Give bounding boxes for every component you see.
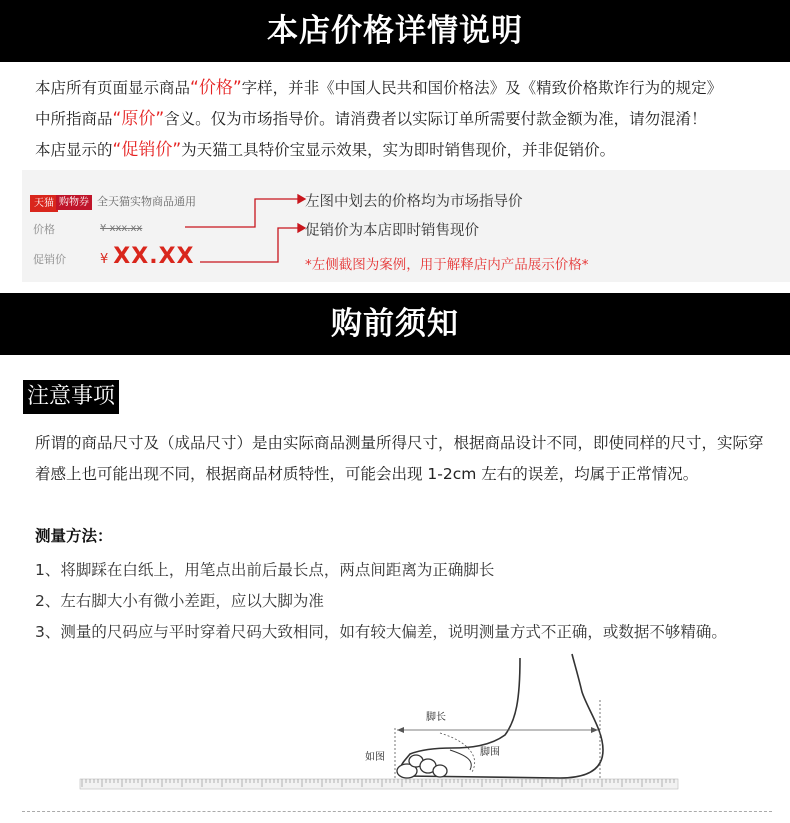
bottom-divider bbox=[22, 811, 772, 812]
foot-measure-diagram bbox=[0, 640, 790, 810]
coupon-badge: 购物券 bbox=[56, 195, 92, 210]
ruler bbox=[80, 779, 678, 789]
intro-text: 中所指商品 bbox=[35, 110, 113, 128]
intro-text: 字样，并非《中国人民共和国价格法》及《精致价格欺诈行为的规定》 bbox=[241, 79, 723, 97]
method-step: 2、左右脚大小有微小差距，应以大脚为准 bbox=[35, 592, 324, 610]
intro-text: 本店显示的 bbox=[35, 141, 113, 159]
note-promo-price: 促销价为本店即时销售现价 bbox=[305, 223, 479, 239]
intro-text: 为天猫工具特价宝显示效果，实为即时销售现价，并非促销价。 bbox=[181, 141, 616, 159]
coupon-text: 全天猫实物商品通用 bbox=[97, 195, 196, 208]
label-fig: 如图 bbox=[365, 752, 385, 763]
label-length: 脚长 bbox=[426, 712, 446, 723]
note-case: *左侧截图为案例，用于解释店内产品展示价格* bbox=[305, 257, 589, 273]
currency-symbol: ¥ bbox=[100, 252, 110, 267]
arrow-strike bbox=[185, 199, 298, 227]
notice-section-title: 购前须知 bbox=[0, 293, 790, 355]
label-girth: 脚围 bbox=[480, 747, 500, 758]
toes bbox=[397, 755, 447, 778]
intro-highlight-original: “原价” bbox=[112, 109, 165, 129]
intro-text: 含义。仅为市场指导价。请消费者以实际订单所需要付款金额为准，请勿混淆！ bbox=[164, 110, 707, 128]
intro-highlight-price: “价格” bbox=[190, 78, 242, 98]
arrowhead bbox=[298, 224, 305, 232]
arrowhead bbox=[298, 195, 305, 203]
notice-body: 所谓的商品尺寸及（成品尺寸）是由实际商品测量所得尺寸，根据商品设计不同，即使同样的尺寸，实际穿着感上也可能出现不同，根据商品材质特性，可能会出现 1-2cm 左右的误差，均属于正常情况。 bbox=[35, 434, 764, 483]
method-step: 3、测量的尺码应与平时穿着尺码大致相同，如有较大偏差，说明测量方式不正确，或数据不够精确。 bbox=[35, 623, 727, 641]
notice-tag: 注意事项 bbox=[23, 380, 119, 414]
price-label: 价格 bbox=[33, 223, 55, 236]
arrow-promo bbox=[200, 228, 298, 262]
method-title: 测量方法： bbox=[35, 527, 113, 545]
original-price: ¥ xxx.xx bbox=[100, 223, 143, 234]
promo-label: 促销价 bbox=[33, 253, 66, 266]
intro-text: 本店所有页面显示商品 bbox=[35, 79, 191, 97]
price-section-title: 本店价格详情说明 bbox=[0, 0, 790, 62]
method-step: 1、将脚踩在白纸上，用笔点出前后最长点，两点间距离为正确脚长 bbox=[35, 561, 495, 579]
arrowhead bbox=[591, 727, 598, 733]
promo-price-value: XX.XX bbox=[113, 244, 195, 269]
tmall-badge: 天猫 bbox=[30, 195, 58, 212]
arrowhead bbox=[397, 727, 404, 733]
intro-highlight-promo: “促销价” bbox=[112, 140, 182, 160]
note-strike-price: 左图中划去的价格均为市场指导价 bbox=[305, 194, 523, 210]
